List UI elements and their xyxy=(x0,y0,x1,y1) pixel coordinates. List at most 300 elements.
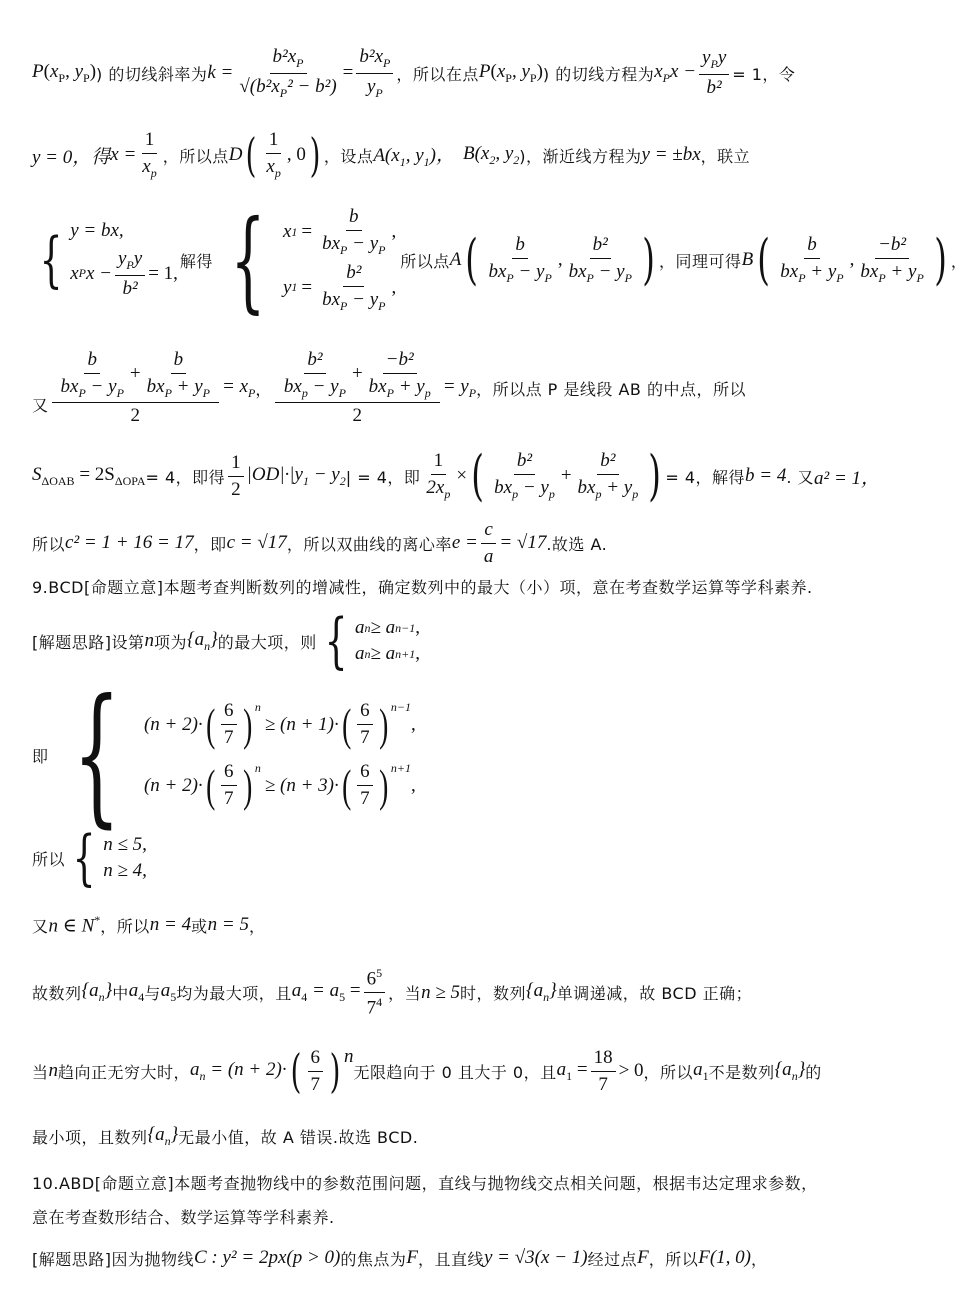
text: 经过点 xyxy=(587,1249,638,1269)
superscript: n xyxy=(343,1046,354,1067)
fraction xyxy=(423,450,453,502)
subscript: P xyxy=(378,298,386,313)
compound-fraction xyxy=(275,349,440,428)
math: , 0 xyxy=(286,144,306,165)
subscript: P xyxy=(624,270,632,285)
math: ≥ a xyxy=(370,617,396,638)
subscript: P xyxy=(386,385,394,400)
text: ，即 xyxy=(193,534,227,554)
denominator-tail: − y xyxy=(518,477,549,499)
text-line-4 xyxy=(32,338,870,438)
superscript: 5 xyxy=(376,965,383,980)
text-line-6 xyxy=(32,518,870,568)
subscript: P xyxy=(164,385,172,400)
math: F(1, 0) xyxy=(698,1247,751,1268)
fraction xyxy=(308,1047,324,1096)
subscript: n xyxy=(364,646,371,661)
denominator-tail: + y xyxy=(601,477,633,499)
text-line-14 xyxy=(32,1120,870,1152)
denominator-tail: − y xyxy=(307,375,339,397)
text: = 4，解得 xyxy=(665,467,746,487)
math: , y xyxy=(495,142,514,164)
denominator-tail: − y xyxy=(347,233,379,255)
denominator: a xyxy=(483,545,494,567)
math: n ∈ N xyxy=(48,915,95,937)
math: a xyxy=(190,1058,200,1080)
paren: ) xyxy=(642,228,655,291)
numerator-tail: y xyxy=(133,248,143,270)
subscript: P xyxy=(78,266,86,281)
paren: ) xyxy=(309,128,321,182)
subscript: P xyxy=(383,55,391,70)
denominator: bx xyxy=(780,261,799,283)
math: , xyxy=(411,713,416,735)
subscript: n xyxy=(98,989,105,1004)
equation-system xyxy=(355,617,420,665)
math: } xyxy=(170,1123,179,1145)
subscript: n xyxy=(164,1133,171,1148)
math: a xyxy=(354,643,365,664)
denominator: 7 xyxy=(224,788,234,809)
math: {a xyxy=(147,1123,165,1145)
denominator-tail: + y xyxy=(393,375,425,397)
math: = (n + 2)· xyxy=(205,1058,287,1080)
math: x − xyxy=(670,60,697,82)
denominator-tail: + y xyxy=(885,261,917,283)
subscript: P xyxy=(58,70,66,85)
text: 即 xyxy=(32,746,49,766)
text: 无最小值，故 A 错误.故选 BCD. xyxy=(178,1127,419,1147)
subscript: p xyxy=(274,165,281,180)
math: F xyxy=(637,1247,649,1268)
fraction xyxy=(236,46,339,101)
denominator: √(b²x xyxy=(239,75,280,97)
text: ，同理可得 xyxy=(659,251,742,271)
numerator: 6 xyxy=(308,1047,324,1072)
math: {a xyxy=(526,980,544,1002)
denominator: 7 xyxy=(310,1073,321,1095)
denominator-tail: ² − b²) xyxy=(287,75,337,97)
fraction xyxy=(319,206,388,258)
text: 最小项，且数列 xyxy=(32,1127,148,1147)
text: 均为最大项，且 xyxy=(176,984,292,1003)
math: } xyxy=(210,628,218,650)
math: = xyxy=(301,276,313,298)
text: 所以 xyxy=(32,534,66,554)
math: = xyxy=(301,221,313,243)
subscript: p xyxy=(548,486,555,501)
math: F xyxy=(406,1247,418,1268)
numerator: b²x xyxy=(359,45,384,67)
math: } xyxy=(104,980,113,1002)
math: a xyxy=(291,980,302,1002)
numerator: b²x xyxy=(272,45,297,67)
math: e = xyxy=(451,532,478,553)
text: ，联立 xyxy=(700,146,751,166)
denominator: bx xyxy=(577,477,596,499)
subscript: P xyxy=(798,270,806,285)
math: a² = 1， xyxy=(814,467,881,489)
denominator: bx xyxy=(568,261,587,283)
numerator: b xyxy=(84,349,100,374)
math: , xyxy=(415,617,420,638)
paren: ( xyxy=(471,444,484,507)
subscript: P xyxy=(340,243,348,257)
denominator: x xyxy=(142,156,151,178)
superscript: * xyxy=(94,912,101,927)
text: 项为 xyxy=(154,632,188,652)
math: y = ±bx xyxy=(641,144,701,165)
inequality: n ≤ 5, xyxy=(103,834,147,855)
text: 与 xyxy=(144,984,161,1003)
math: , xyxy=(415,643,420,664)
math: x xyxy=(654,60,663,82)
math: n = 4 xyxy=(149,914,192,935)
numerator: −b² xyxy=(383,349,417,374)
denominator-tail: + y xyxy=(805,261,837,283)
math: − y xyxy=(308,463,340,485)
subscript: P xyxy=(340,298,348,313)
numerator: 1 xyxy=(228,452,244,477)
text: 趋向正无穷大时， xyxy=(58,1062,191,1082)
math: c = √17 xyxy=(226,532,287,553)
math: A(x xyxy=(373,145,400,167)
math: (n + 2)· xyxy=(143,713,203,735)
denominator: bx xyxy=(368,375,387,397)
inequality: n ≥ 4, xyxy=(103,860,147,881)
text: ， xyxy=(751,1249,768,1269)
math: x = xyxy=(110,144,137,165)
subscript: p xyxy=(301,385,308,400)
subscript: P xyxy=(378,243,386,257)
denominator: 2x xyxy=(426,477,445,499)
fraction xyxy=(491,450,558,502)
question-9-intent: 9.BCD[命题立意]本题考查判断数列的增减性，确定数列中的最大（小）项，意在考查数学运算等学科素养. xyxy=(32,577,813,597)
fraction xyxy=(115,248,145,300)
math: D xyxy=(228,144,243,165)
text: ，所以点 P 是线段 AB 的中点，所以 xyxy=(476,379,746,399)
subscript: n xyxy=(204,638,211,653)
denominator: bx xyxy=(60,375,79,397)
subscript: n xyxy=(543,989,550,1004)
subscript: P xyxy=(710,56,718,71)
text: )，渐近线方程为 xyxy=(519,146,642,166)
text-line-11 xyxy=(32,910,870,940)
text: ，设点 xyxy=(323,146,374,166)
text-line-13 xyxy=(32,1040,870,1102)
paren: ) xyxy=(329,1044,341,1098)
denominator: bx xyxy=(322,233,341,255)
equation-system xyxy=(70,220,178,300)
numerator: b² xyxy=(597,450,618,475)
numerator: 6 xyxy=(357,761,373,786)
denominator: x xyxy=(266,156,275,178)
numerator: b xyxy=(346,206,362,231)
subscript: P xyxy=(116,385,124,400)
subscript: ΔOPA xyxy=(114,473,146,488)
subscript: P xyxy=(468,385,477,400)
paren: ( xyxy=(465,228,479,291)
denominator: bx xyxy=(494,477,513,499)
numerator: b² xyxy=(304,349,325,374)
text: 的 xyxy=(805,1062,822,1082)
math: x xyxy=(70,262,79,284)
denominator: 7 xyxy=(366,997,377,1019)
fraction xyxy=(319,262,388,314)
denominator: bx xyxy=(146,375,165,397)
denominator: 2 xyxy=(231,478,241,500)
brace: { xyxy=(72,668,121,842)
text: | = 4，即 xyxy=(345,467,421,487)
fraction xyxy=(364,966,386,1020)
math: ≥ (n + 1)· xyxy=(264,713,339,735)
math: , xyxy=(411,774,416,796)
brace: { xyxy=(72,823,96,893)
subscript: P xyxy=(505,70,512,85)
math: a xyxy=(693,1058,703,1080)
fraction xyxy=(485,234,554,286)
subscript: p xyxy=(632,486,639,501)
numerator: b² xyxy=(590,234,611,259)
math: (n + 2)· xyxy=(143,774,203,796)
math: n xyxy=(144,630,154,651)
math: , xyxy=(391,221,397,243)
numerator: b xyxy=(171,349,187,374)
math: + xyxy=(351,363,363,385)
text-line-7 xyxy=(32,571,870,601)
text: = 1，令 xyxy=(732,64,796,84)
subscript: 1 xyxy=(302,473,309,488)
text: 所以 xyxy=(32,849,66,869)
denominator-tail: − y xyxy=(347,289,379,310)
numerator: b² xyxy=(514,450,535,475)
math: a xyxy=(556,1058,567,1080)
text: 或 xyxy=(191,916,208,936)
subscript: 1 xyxy=(399,154,406,169)
math: = 1, xyxy=(148,262,178,284)
text: . 又 xyxy=(786,467,815,487)
math: k = xyxy=(207,62,234,83)
text: 不是数列 xyxy=(708,1062,775,1082)
text-line-9 xyxy=(32,668,870,842)
denominator: 2 xyxy=(352,405,363,427)
fraction xyxy=(481,519,497,568)
text-line-16 xyxy=(32,1201,870,1231)
math: , xyxy=(849,249,855,270)
math: A xyxy=(449,249,462,270)
subscript: p xyxy=(424,385,431,400)
numerator: b xyxy=(804,234,820,259)
brace: { xyxy=(39,225,63,295)
text-line-2 xyxy=(32,125,870,185)
superscript: n xyxy=(254,761,261,775)
fraction xyxy=(566,234,635,286)
subscript: P xyxy=(279,85,288,100)
text: 时，数列 xyxy=(460,984,527,1003)
text: ，所以双曲线的离心率 xyxy=(286,534,452,554)
math: } xyxy=(549,980,557,1002)
text: 所以点 xyxy=(400,251,450,271)
subscript: 2 xyxy=(339,473,346,488)
text: ，且直线 xyxy=(417,1249,484,1269)
denominator: bx xyxy=(322,289,341,310)
subscript: 1 xyxy=(702,1068,709,1083)
numerator: 1 xyxy=(266,129,282,154)
paren: ( xyxy=(757,228,771,291)
paren: ) xyxy=(933,228,947,291)
numerator: 6 xyxy=(221,761,237,786)
math: = √17 xyxy=(499,532,547,553)
subscript: 4 xyxy=(301,989,308,1004)
subscript: P xyxy=(586,270,594,285)
subscript: 1 xyxy=(566,1068,573,1083)
denominator: 7 xyxy=(598,1073,608,1095)
math: , xyxy=(391,276,397,298)
subscript: n xyxy=(199,1068,206,1083)
math: y = √3(x − 1) xyxy=(484,1247,588,1268)
math: y = 0，得 xyxy=(32,146,111,168)
math: ≥ (n + 3)· xyxy=(264,774,339,796)
text: ，所以点 xyxy=(162,146,229,166)
math: = 2S xyxy=(74,463,115,485)
math: ≥ a xyxy=(370,643,396,664)
denominator: bx xyxy=(860,261,879,283)
fraction xyxy=(356,46,393,101)
denominator-tail: − y xyxy=(85,375,117,397)
text-line-12 xyxy=(32,965,870,1020)
text-line-3 xyxy=(32,196,967,324)
text: 的焦点为 xyxy=(340,1249,407,1269)
subscript: 2 xyxy=(489,152,496,167)
numerator: 6 xyxy=(221,700,237,725)
math: a xyxy=(354,617,365,638)
subscript: 5 xyxy=(339,989,346,1004)
fraction xyxy=(857,234,926,286)
subscript: P xyxy=(662,70,671,85)
math: x xyxy=(282,221,292,243)
text: ， xyxy=(248,916,266,936)
fraction xyxy=(139,129,159,181)
text-line-8 xyxy=(32,606,870,676)
numerator: 1 xyxy=(431,450,447,475)
subscript: P xyxy=(916,270,924,285)
math: n = 5 xyxy=(207,914,249,935)
numerator: 18 xyxy=(591,1047,616,1072)
subscript: 1 xyxy=(423,154,430,169)
subscript: n xyxy=(364,620,371,635)
text: 解得 xyxy=(179,251,213,271)
subscript: ΔOAB xyxy=(41,473,75,488)
denominator-tail: − y xyxy=(593,261,625,283)
math: = y xyxy=(442,375,469,397)
text: 故数列 xyxy=(32,984,82,1003)
text: 的最大项，则 xyxy=(217,632,317,652)
math: + xyxy=(560,465,572,486)
subscript: 1 xyxy=(291,224,298,239)
subscript: P xyxy=(126,257,134,272)
equation: y = bx, xyxy=(70,220,124,242)
denominator: 7 xyxy=(224,727,234,748)
denominator: bx xyxy=(488,261,507,283)
denominator-tail: − y xyxy=(513,261,545,283)
question-10-intent: 10.ABD[命题立意]本题考查抛物线中的参数范围问题，直线与抛物线交点相关问题，根据韦达定理求参数， xyxy=(32,1173,818,1193)
text: ) 的切线斜率为 xyxy=(96,64,208,84)
subscript: p xyxy=(444,486,451,501)
math: x − xyxy=(85,262,112,284)
paren: ) xyxy=(648,444,662,507)
math: |OD|·|y xyxy=(246,463,303,485)
math: S xyxy=(32,463,42,485)
denominator: 7 xyxy=(360,727,370,748)
subscript: n−1 xyxy=(395,620,416,635)
text: 意在考查数形结合、数学运算等学科素养. xyxy=(32,1207,335,1227)
math: + xyxy=(129,363,141,385)
text: .故选 A. xyxy=(546,534,608,554)
subscript: P xyxy=(202,385,211,400)
numerator: c xyxy=(481,519,495,544)
math: n ≥ 5 xyxy=(421,981,461,1003)
text: 又 xyxy=(32,916,49,936)
superscript: n−1 xyxy=(390,700,412,714)
math: a xyxy=(160,980,171,1002)
text: 又 xyxy=(32,396,49,415)
text: ) 的切线方程为 xyxy=(542,64,655,84)
text-line-15 xyxy=(32,1167,870,1197)
subscript: P xyxy=(506,270,514,285)
text: 无限趋向于 0 且大于 0，且 xyxy=(353,1062,557,1082)
text-line-17 xyxy=(32,1240,870,1276)
text: 单调递减，故 BCD 正确； xyxy=(556,984,753,1003)
math: B xyxy=(741,249,754,270)
brace: { xyxy=(324,606,348,676)
math: b = 4 xyxy=(745,465,787,486)
fraction xyxy=(575,450,642,502)
denominator: 2 xyxy=(130,405,141,427)
fraction xyxy=(263,129,283,181)
math: {a xyxy=(774,1058,792,1080)
text: 当 xyxy=(32,1062,49,1082)
denominator: b² xyxy=(706,76,722,98)
text: [解题思路]因为抛物线 xyxy=(32,1249,194,1269)
math: C : y² = 2px(p > 0) xyxy=(194,1247,341,1268)
text: ， xyxy=(950,251,967,271)
superscript: n+1 xyxy=(390,761,412,775)
subscript: 4 xyxy=(138,989,145,1004)
math: = a xyxy=(307,980,340,1002)
subscript: 5 xyxy=(170,989,177,1004)
math: , y xyxy=(405,145,424,167)
subscript: 1 xyxy=(291,280,298,295)
subscript: P xyxy=(544,270,552,285)
superscript: n xyxy=(254,700,261,714)
numerator: 1 xyxy=(142,129,158,154)
paren: ( xyxy=(290,1044,301,1098)
compound-fraction xyxy=(52,349,220,428)
subscript: P xyxy=(338,385,346,400)
fraction xyxy=(228,452,244,501)
subscript: P xyxy=(836,270,844,285)
subscript: p xyxy=(512,486,519,501)
text: = 4，即得 xyxy=(145,467,226,487)
denominator: bx xyxy=(283,375,302,397)
text-line-10 xyxy=(32,823,870,893)
denominator-tail: + y xyxy=(171,375,203,397)
text: ，所以 xyxy=(643,1062,694,1082)
text-line-5 xyxy=(32,444,881,507)
equation-system xyxy=(283,206,396,314)
denominator: b² xyxy=(122,277,138,299)
math: n xyxy=(48,1060,59,1081)
